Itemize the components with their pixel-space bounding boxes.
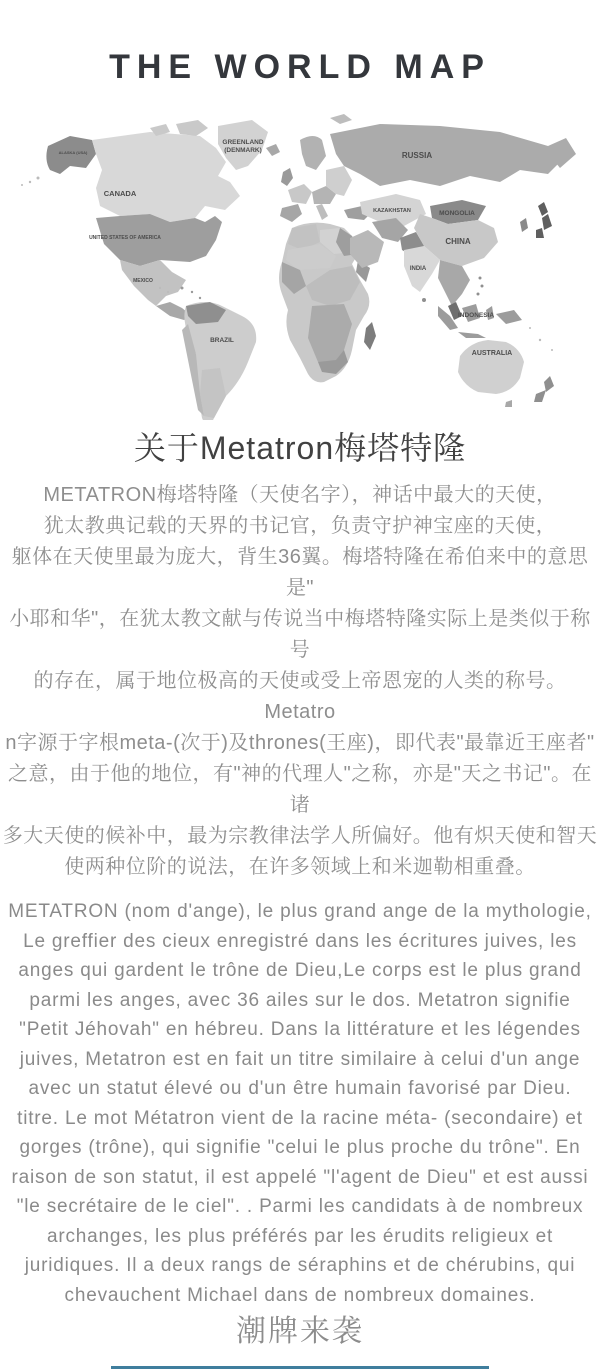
map-russia [330, 124, 560, 186]
map-label-india: INDIA [409, 266, 427, 272]
map-canada [92, 132, 240, 222]
paragraph-line: parmi les anges, avec 36 ailes sur le dos. Metatron signifie [29, 989, 571, 1011]
map-label-russia: RUSSIA [401, 151, 433, 160]
map-label-kazakhstan: KAZAKHSTAN [373, 208, 411, 214]
paragraph-line: juives, Metatron est en fait un titre similaire à celui d'un ange [19, 1048, 581, 1070]
map-label-greenland: GREENLAND [222, 139, 264, 146]
map-label-alaska: ALASKA (USA) [58, 150, 88, 155]
paragraph-line: METATRON (nom d'ange), le plus grand ange de la mythologie, [8, 901, 592, 922]
map-label-usa: UNITED STATES OF AMERICA [89, 235, 161, 241]
paragraph-line: archanges, les plus préférés par les érudits religieux et [46, 1225, 554, 1247]
paragraph-line: 之意，由于他的地位，有"神的代理人"之称，亦是"天之书记"。在诸 [8, 763, 592, 816]
map-australia [458, 340, 524, 394]
paragraph-line: 犹太教典记载的天界的书记官，负责守护神宝座的天使， [43, 515, 557, 537]
paragraph-line: chevauchent Michael dans de nombreux domaines. [64, 1284, 536, 1306]
paragraph-line: "Petit Jéhovah" en hébreu. Dans la littérature et les légendes [19, 1019, 581, 1040]
paragraph-line: 使两种位阶的说法，在许多领域上和米迦勒相重叠。 [64, 856, 536, 878]
about-paragraph-fr [0, 897, 600, 1310]
paragraph-line: 躯体在天使里最为庞大，背生36翼。梅塔特隆在希伯来中的意思是" [11, 546, 589, 599]
paragraph-line: avec un statut élevé ou d'un être humain favorisé par Dieu. [28, 1078, 572, 1099]
paragraph-line: titre. Le mot Métatron vient de la racine méta- (secondaire) et [17, 1107, 583, 1129]
map-label-mongolia: MONGOLIA [439, 210, 475, 217]
world-map [0, 110, 600, 420]
footer-heading: 潮牌来袭 [236, 1315, 364, 1348]
paragraph-line: Le greffier des cieux enregistré dans les écritures juives, les [23, 930, 577, 952]
map-label-canada: CANADA [103, 189, 137, 198]
map-label-greenland-2: (DENMARK) [224, 147, 262, 154]
paragraph-line: 的存在，属于地位极高的天使或受上帝恩宠的人类的称号。Metatro [33, 670, 567, 723]
paragraph-line: METATRON梅塔特隆（天使名字），神话中最大的天使， [43, 484, 557, 506]
paragraph-line: gorges (trône), qui signifie "celui le plus proche du trône". En [19, 1137, 581, 1158]
page-title: THE WORLD MAP [109, 48, 491, 86]
paragraph-line: raison de son statut, il est appelé "l'agent de Dieu" et est aussi [11, 1166, 589, 1188]
map-alaska [46, 136, 96, 174]
map-label-mexico: MEXICO [133, 278, 153, 284]
paragraph-line: n字源于字根meta-(次于)及thrones(王座)，即代表"最靠近王座者" [5, 732, 595, 754]
map-label-australia: AUSTRALIA [471, 350, 513, 357]
map-label-china: CHINA [445, 237, 471, 246]
paragraph-line: 小耶和华"，在犹太教文献与传说当中梅塔特隆实际上是类似于称号 [9, 608, 591, 661]
map-label-indonesia: INDONESIA [457, 312, 495, 319]
map-mexico [120, 260, 186, 306]
paragraph-line: juridiques. Il a deux rangs de séraphins et de chérubins, qui [24, 1255, 576, 1276]
paragraph-line: "le secrétaire de le ciel". . Parmi les candidats à de nombreux [16, 1196, 584, 1217]
paragraph-line: anges qui gardent le trône de Dieu,Le corps est le plus grand [18, 960, 582, 981]
paragraph-line: 多大天使的候补中，最为宗教律法学人所偏好。他有炽天使和智天 [2, 825, 598, 847]
about-heading: 关于Metatron梅塔特隆 [133, 430, 467, 466]
about-paragraph-cn [0, 480, 600, 883]
map-label-brazil: BRAZIL [210, 337, 234, 344]
